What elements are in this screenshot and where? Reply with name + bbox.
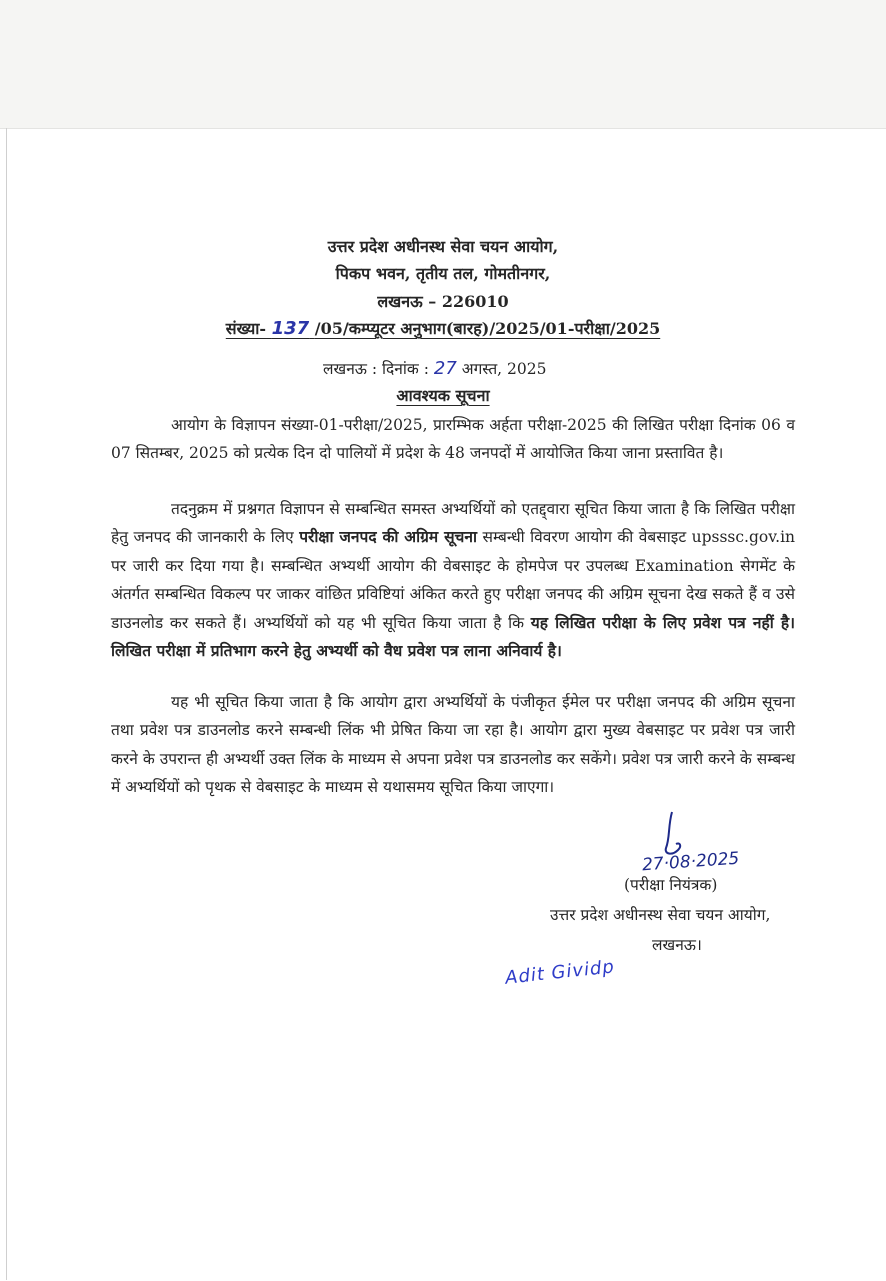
paragraph-2-bold-admit-card: यह लिखित परीक्षा के लिए प्रवेश पत्र नहीं है। लिखित परीक्षा में प्रतिभाग करने हेतु अभ्यर्थी को वैध प्रवेश पत्र लाना अनिवार्य है। (111, 612, 795, 661)
reference-suffix: /05/कम्प्यूटर अनुभाग(बारह)/2025/01-परीक्षा/2025 (314, 319, 661, 338)
signature-handwritten-date: 27·08·2025 (641, 848, 740, 876)
signature-organization: उत्तर प्रदेश अधीनस्थ सेवा चयन आयोग, (550, 906, 771, 924)
reference-number (0, 318, 886, 340)
signature-city: लखनऊ। (652, 936, 702, 954)
notice-title: आवश्यक सूचना (396, 386, 490, 405)
signature-role: (परीक्षा नियंत्रक) (624, 876, 718, 894)
paragraph-1 (111, 411, 795, 468)
reference-prefix: संख्या- (225, 319, 267, 338)
paragraph-2 (111, 495, 795, 665)
handwritten-annotation: Adit Gividp (504, 956, 616, 989)
city-pincode: लखनऊ – 226010 (377, 292, 509, 311)
building-address: पिकप भवन, तृतीय तल, गोमतीनगर, (335, 264, 551, 283)
org-name: उत्तर प्रदेश अधीनस्थ सेवा चयन आयोग, (327, 237, 559, 256)
date-prefix: लखनऊ : दिनांक : (323, 360, 429, 378)
paragraph-2-part-b: सम्बन्धी विवरण आयोग की वेबसाइट upsssc.gov.in पर जारी कर दिया गया है। सम्बन्धित अभ्यर्थी आयोग की वेबसाइट के होमपेज पर उपलब्ध Examination सेगमेंट के अंतर्गत सम्बन्धित विकल्प पर जाकर वांछित प्रविष्टियां अंकित करते हुए परीक्षा जनपद की अग्रिम सूचना देख सकते हैं व उसे डाउनलोड कर सकते हैं। अभ्यर्थियों को यह भी सूचित किया जाता है कि (111, 528, 796, 632)
paragraph-2-bold-advance-notice: परीक्षा जनपद की अग्रिम सूचना (299, 527, 478, 547)
top-background (0, 0, 886, 128)
paragraph-1-text: आयोग के विज्ञापन संख्या-01-परीक्षा/2025, प्रारम्भिक अर्हता परीक्षा-2025 की लिखित परीक्षा दिनांक 06 व 07 सितम्बर, 2025 को प्रत्येक दिन दो पालियों में प्रदेश के 48 जनपदों में आयोजित किया जाना प्रस्तावित है। (111, 416, 795, 463)
date-suffix: अगस्त, 2025 (461, 360, 547, 378)
paragraph-3-text: यह भी सूचित किया जाता है कि आयोग द्वारा अभ्यर्थियों के पंजीकृत ईमेल पर परीक्षा जनपद की अग्रिम सूचना तथा प्रवेश पत्र डाउनलोड करने सम्बन्धी लिंक भी प्रेषित किया जा रहा है। आयोग द्वारा मुख्य वेबसाइट पर प्रवेश पत्र जारी करने के उपरान्त ही अभ्यर्थी उक्त लिंक के माध्यम से अपना प्रवेश पत्र डाउनलोड कर सकेंगे। प्रवेश पत्र जारी करने के सम्बन्ध में अभ्यर्थियों को पृथक से वेबसाइट के माध्यम से यथासमय सूचित किया जाएगा। (111, 693, 795, 797)
date-handwritten-day: 27 (433, 358, 457, 379)
reference-handwritten-number: 137 (271, 318, 310, 339)
paragraph-2-text (111, 495, 795, 665)
paragraph-2-part-a: तदनुक्रम में प्रश्नगत विज्ञापन से सम्बन्धित समस्त अभ्यर्थियों को एतद्द्वारा सूचित किया जाता है कि लिखित परीक्षा हेतु जनपद की जानकारी के लिए (111, 500, 795, 547)
date-line (323, 358, 546, 380)
paragraph-3 (111, 688, 795, 802)
